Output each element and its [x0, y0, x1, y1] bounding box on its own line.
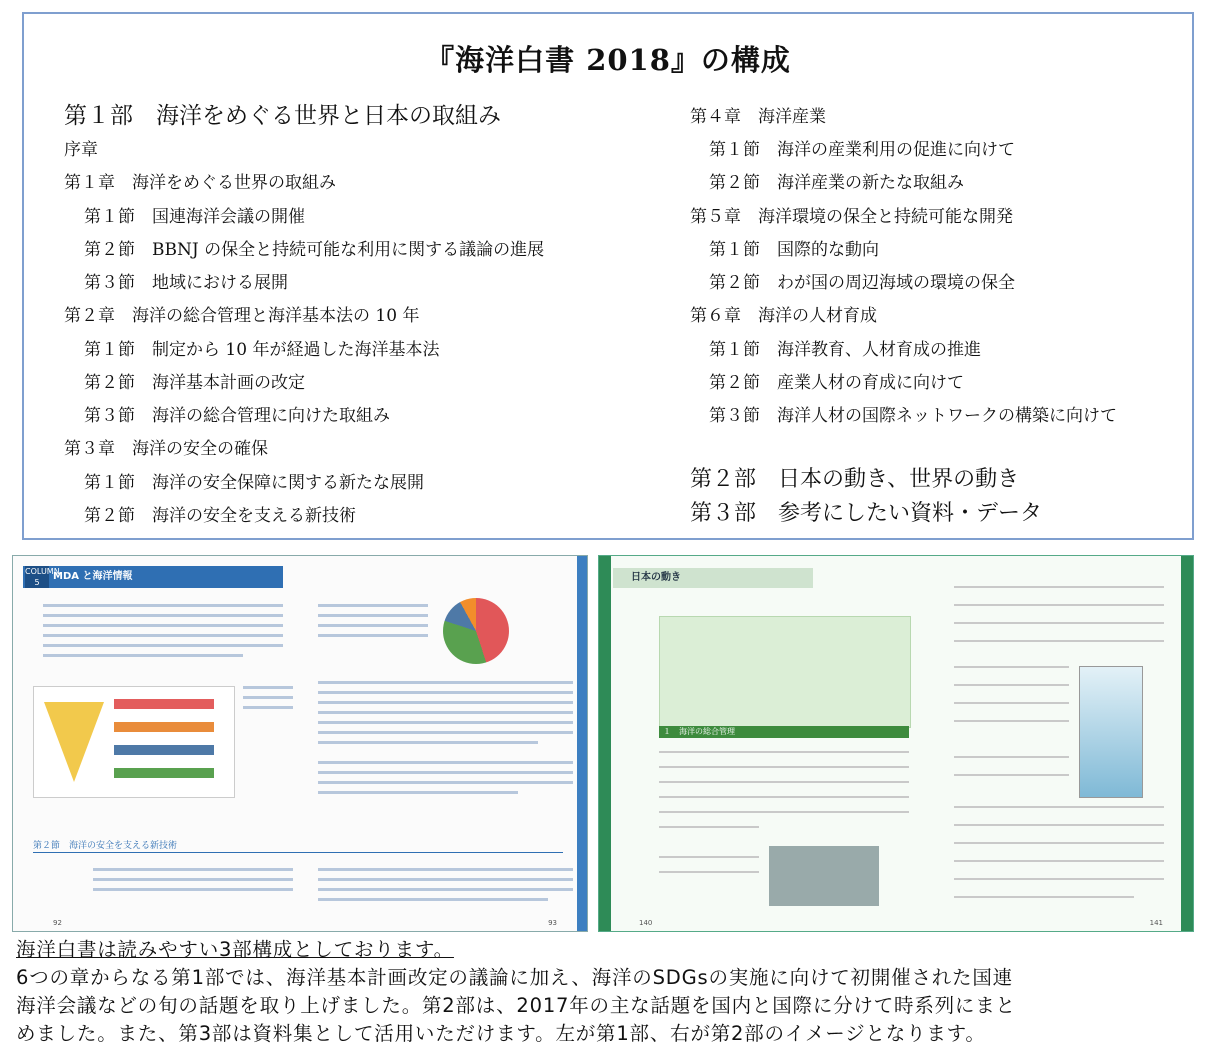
caption-line: めました。また、第3部は資料集として活用いただけます。左が第1部、右が第2部のイメージとなります。 — [16, 1022, 986, 1045]
toc-chapter-5: 第５章 海洋環境の保全と持続可能な開発 — [690, 207, 1013, 227]
subsection-title: １ 海洋の総合管理 — [663, 727, 735, 736]
page-number: 93 — [548, 919, 557, 927]
toc-chapter-6: 第６章 海洋の人材育成 — [690, 306, 877, 326]
caption-lead: 海洋白書は読みやすい3部構成としております。 — [16, 938, 454, 961]
toc-section: 第３節 海洋人材の国際ネットワークの構築に向けて — [709, 406, 1117, 426]
pie-chart-figure — [443, 598, 509, 664]
page-number: 141 — [1149, 919, 1163, 927]
chapter-header: 日本の動き — [613, 568, 813, 588]
toc-section: 第２節 海洋の安全を支える新技術 — [84, 506, 356, 526]
toc-section: 第２節 海洋産業の新たな取組み — [709, 173, 964, 193]
meeting-photo — [769, 846, 879, 906]
page-edge-tab — [1181, 556, 1193, 931]
caption — [16, 936, 1196, 1048]
toc-chapter-1: 第１章 海洋をめぐる世界の取組み — [64, 173, 336, 193]
section-heading: 第２節 海洋の安全を支える新技術 — [33, 841, 178, 851]
column-badge: COLUMN 5 — [25, 567, 60, 587]
toc-part-3: 第３部 参考にしたい資料・データ — [690, 501, 1043, 526]
page-edge-tab — [577, 556, 587, 931]
toc-section: 第３節 地域における展開 — [84, 273, 288, 293]
page-number: 92 — [53, 919, 62, 927]
page-number: 140 — [639, 919, 653, 927]
part1-page-preview — [12, 555, 588, 932]
page-edge-tab — [599, 556, 611, 931]
part2-page-preview — [598, 555, 1194, 932]
column-header: MDA と海洋情報 — [23, 566, 283, 588]
toc-chapter-3: 第３章 海洋の安全の確保 — [64, 439, 268, 459]
book-cover-image — [1079, 666, 1143, 798]
intro-box — [659, 616, 911, 728]
toc-chapter-2: 第２章 海洋の総合管理と海洋基本法の 10 年 — [64, 306, 420, 326]
toc-section: 第２節 海洋基本計画の改定 — [84, 373, 305, 393]
toc-section: 第１節 国際的な動向 — [709, 240, 879, 260]
toc-box — [22, 12, 1194, 540]
toc-title: 『海洋白書 2018』の構成 — [425, 43, 791, 77]
toc-section: 第１節 海洋の安全保障に関する新たな展開 — [84, 473, 424, 493]
toc-section: 第２節 BBNJ の保全と持続可能な利用に関する議論の進展 — [84, 240, 545, 260]
toc-section: 第２節 わが国の周辺海域の環境の保全 — [709, 273, 1015, 293]
toc-section: 第１節 海洋教育、人材育成の推進 — [709, 340, 981, 360]
toc-part-2: 第２部 日本の動き、世界の動き — [690, 467, 1020, 492]
toc-intro-chapter: 序章 — [64, 140, 98, 160]
toc-section: 第１節 制定から 10 年が経過した海洋基本法 — [84, 340, 440, 360]
toc-section: 第３節 海洋の総合管理に向けた取組み — [84, 406, 390, 426]
caption-line: 海洋会議などの旬の話題を取り上げました。第2部は、2017年の主な話題を国内と国際に分けて時系列にまと — [16, 994, 1016, 1017]
toc-section: 第２節 産業人材の育成に向けて — [709, 373, 964, 393]
mda-diagram — [33, 686, 235, 798]
toc-chapter-4: 第４章 海洋産業 — [690, 107, 826, 127]
toc-part-1: 第１部 海洋をめぐる世界と日本の取組み — [64, 103, 501, 129]
caption-line: 6つの章からなる第1部では、海洋基本計画改定の議論に加え、海洋のSDGsの実施に向けて初開催された国連 — [16, 966, 1013, 989]
toc-section: 第１節 国連海洋会議の開催 — [84, 207, 305, 227]
toc-section: 第１節 海洋の産業利用の促進に向けて — [709, 140, 1015, 160]
